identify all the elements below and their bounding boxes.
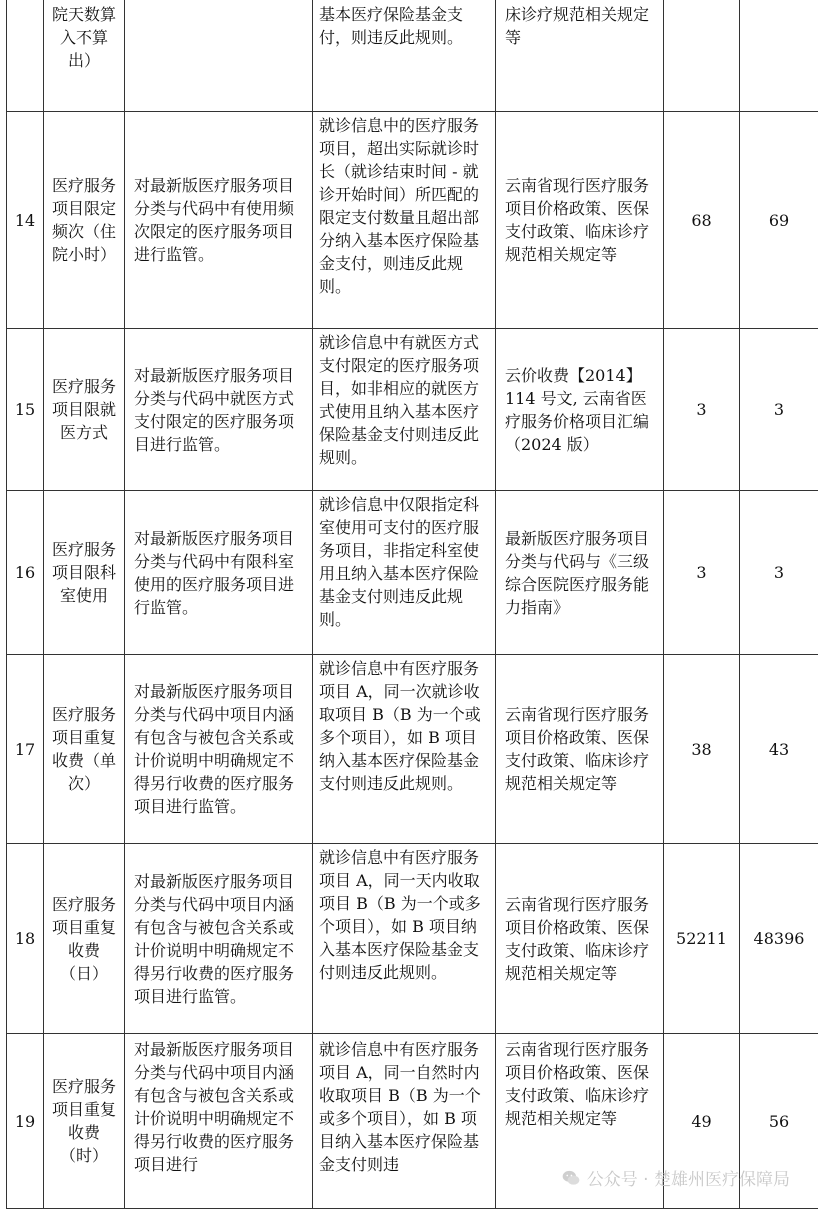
table-row xyxy=(7,112,818,329)
rule-scope: 对最新版医疗服务项目分类与代码中有限科室使用的医疗服务项目进行监管。 xyxy=(125,491,313,655)
value-2 xyxy=(740,0,818,112)
table-row xyxy=(7,844,818,1034)
rule-scope xyxy=(125,0,313,112)
row-number: 15 xyxy=(7,329,44,491)
value-2: 3 xyxy=(740,329,818,491)
row-number: 14 xyxy=(7,112,44,329)
rule-description: 就诊信息中有医疗服务项目 A，同一自然时内收取项目 B（B 为一个或多个项目），如 B 项目纳入基本医疗保险基金支付则违 xyxy=(313,1034,496,1209)
rule-description: 就诊信息中的医疗服务项目，超出实际就诊时长（就诊结束时间 - 就诊开始时间）所匹配的限定支付数量且超出部分纳入基本医疗保险基金支付，则违反此规则。 xyxy=(313,112,496,329)
rule-name: 医疗服务项目重复收费（日） xyxy=(44,844,125,1034)
value-1: 49 xyxy=(664,1034,740,1209)
rule-basis: 云南省现行医疗服务项目价格政策、医保支付政策、临床诊疗规范相关规定等 xyxy=(496,112,664,329)
rule-scope: 对最新版医疗服务项目分类与代码中项目内涵有包含与被包含关系或计价说明中明确规定不得另行收费的医疗服务项目进行 xyxy=(125,1034,313,1209)
value-1 xyxy=(664,0,740,112)
value-1: 52211 xyxy=(664,844,740,1034)
rule-name: 医疗服务项目重复收费（单次） xyxy=(44,655,125,844)
rule-basis: 最新版医疗服务项目分类与代码与《三级综合医院医疗服务能力指南》 xyxy=(496,491,664,655)
row-number xyxy=(7,0,44,112)
rule-basis: 云南省现行医疗服务项目价格政策、医保支付政策、临床诊疗规范相关规定等 xyxy=(496,655,664,844)
rule-description: 就诊信息中有医疗服务项目 A，同一天内收取项目 B（B 为一个或多个项目），如 B 项目纳入基本医疗保险基金支付则违反此规则。 xyxy=(313,844,496,1034)
rule-scope: 对最新版医疗服务项目分类与代码中项目内涵有包含与被包含关系或计价说明中明确规定不得另行收费的医疗服务项目进行监管。 xyxy=(125,655,313,844)
rule-name: 医疗服务项目重复收费（时） xyxy=(44,1034,125,1209)
value-1: 38 xyxy=(664,655,740,844)
table-row xyxy=(7,329,818,491)
rule-basis: 云价收费【2014】114 号文, 云南省医疗服务价格项目汇编（2024 版） xyxy=(496,329,664,491)
value-2: 3 xyxy=(740,491,818,655)
rule-name: 医疗服务项目限定频次（住院小时） xyxy=(44,112,125,329)
rule-name: 医疗服务项目限就医方式 xyxy=(44,329,125,491)
rules-table xyxy=(6,0,818,1209)
table-row xyxy=(7,655,818,844)
row-number: 19 xyxy=(7,1034,44,1209)
rule-description: 基本医疗保险基金支付，则违反此规则。 xyxy=(313,0,496,112)
rule-description: 就诊信息中仅限指定科室使用可支付的医疗服务项目，非指定科室使用且纳入基本医疗保险基金支付则违反此规则。 xyxy=(313,491,496,655)
rule-description: 就诊信息中有就医方式支付限定的医疗服务项目，如非相应的就医方式使用且纳入基本医疗保险基金支付则违反此规则。 xyxy=(313,329,496,491)
watermark-text: 公众号 · 楚雄州医疗保障局 xyxy=(587,1165,790,1190)
rule-basis: 云南省现行医疗服务项目价格政策、医保支付政策、临床诊疗规范相关规定等 xyxy=(496,844,664,1034)
rule-description: 就诊信息中有医疗服务项目 A，同一次就诊收取项目 B（B 为一个或多个项目），如 B 项目纳入基本医疗保险基金支付则违反此规则。 xyxy=(313,655,496,844)
rule-scope: 对最新版医疗服务项目分类与代码中就医方式支付限定的医疗服务项目进行监管。 xyxy=(125,329,313,491)
value-2: 69 xyxy=(740,112,818,329)
rule-scope: 对最新版医疗服务项目分类与代码中有使用频次限定的医疗服务项目进行监管。 xyxy=(125,112,313,329)
row-number: 17 xyxy=(7,655,44,844)
table-row xyxy=(7,491,818,655)
value-1: 3 xyxy=(664,329,740,491)
value-2: 48396 xyxy=(740,844,818,1034)
value-2: 56 xyxy=(740,1034,818,1209)
value-2: 43 xyxy=(740,655,818,844)
wechat-icon xyxy=(561,1168,581,1188)
value-1: 3 xyxy=(664,491,740,655)
row-number: 16 xyxy=(7,491,44,655)
rule-basis: 云南省现行医疗服务项目价格政策、医保支付政策、临床诊疗规范相关规定等 xyxy=(496,1034,664,1209)
watermark xyxy=(561,1165,790,1190)
value-1: 68 xyxy=(664,112,740,329)
rule-name: 院天数算入不算出） xyxy=(44,0,125,112)
rule-scope: 对最新版医疗服务项目分类与代码中项目内涵有包含与被包含关系或计价说明中明确规定不得另行收费的医疗服务项目进行监管。 xyxy=(125,844,313,1034)
table-row xyxy=(7,0,818,112)
rule-basis: 床诊疗规范相关规定等 xyxy=(496,0,664,112)
rule-name: 医疗服务项目限科室使用 xyxy=(44,491,125,655)
row-number: 18 xyxy=(7,844,44,1034)
